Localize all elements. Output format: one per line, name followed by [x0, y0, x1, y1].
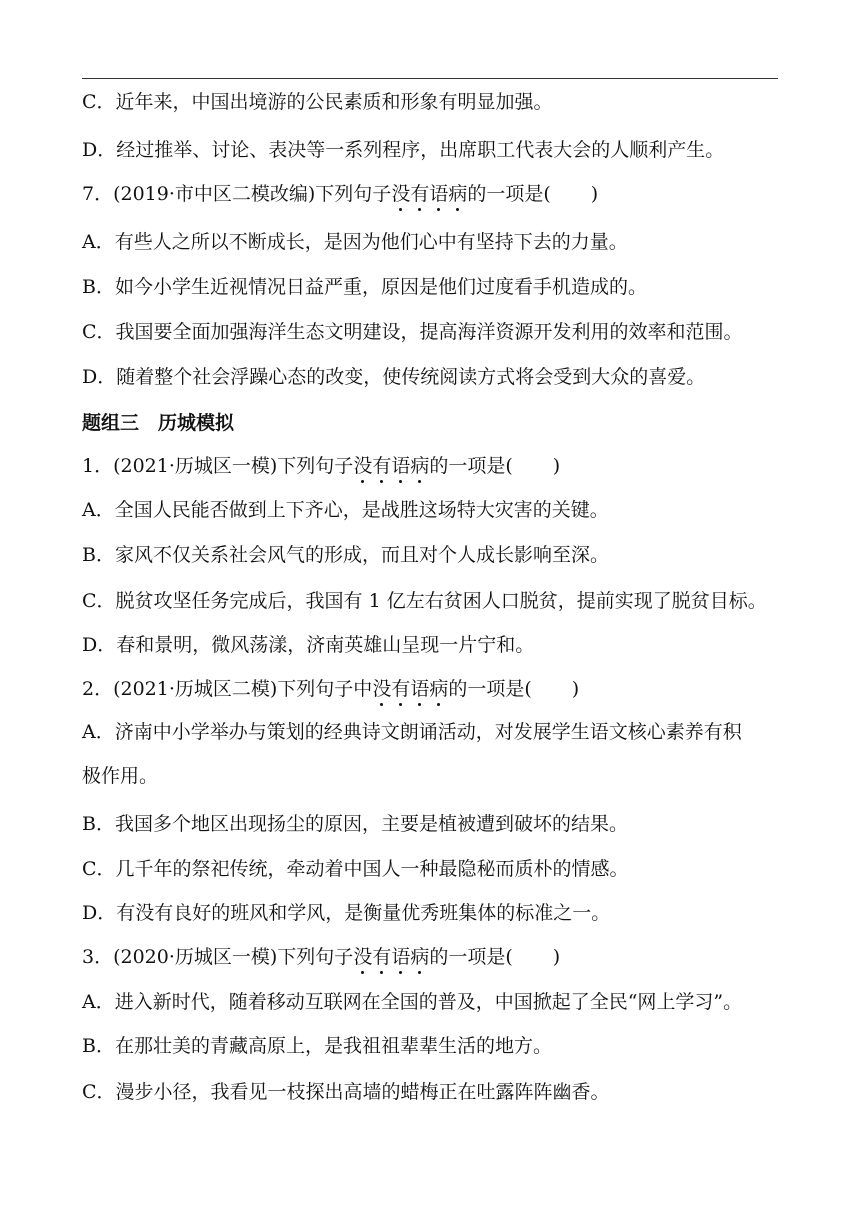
question-stem	[82, 182, 782, 206]
option-line: C．我国要全面加强海洋生态文明建设，提高海洋资源开发利用的效率和范围。	[82, 321, 743, 343]
question-stem-tail: 的一项是(	[429, 455, 513, 477]
option-line: 极作用。	[82, 765, 159, 787]
emphasis-char: 有	[410, 183, 430, 205]
option-line: D．春和景明，微风荡漾，济南英雄山呈现一片宁和。	[82, 634, 535, 656]
option-line: C．近年来，中国出境游的公民素质和形象有明显加强。	[82, 91, 553, 113]
option-line: A．济南中小学举办与策划的经典诗文朗诵活动，对发展学生语文核心素养有积	[82, 721, 742, 743]
question-stem-text: 7．(2019·市中区二模改编)下列句子	[82, 183, 392, 205]
option-line: D．随着整个社会浮躁心态的改变，使传统阅读方式将会受到大众的喜爱。	[82, 366, 706, 388]
option-line: B．家风不仅关系社会风气的形成，而且对个人成长影响至深。	[82, 544, 609, 566]
emphasis-char: 语	[410, 678, 430, 700]
answer-blank-close: )	[590, 183, 599, 205]
emphasis-char: 病	[410, 946, 430, 968]
emphasis-char: 病	[429, 678, 449, 700]
option-line: A．全国人民能否做到上下齐心，是战胜这场特大灾害的关键。	[82, 499, 609, 521]
answer-blank-close: )	[552, 455, 561, 477]
emphasis-char: 语	[429, 183, 449, 205]
emphasis-char: 语	[391, 946, 411, 968]
answer-blank-close: )	[571, 678, 580, 700]
question-stem-text: 2．(2021·历城区二模)下列句子中	[82, 678, 373, 700]
emphasis-char: 没	[353, 946, 373, 968]
emphasis-char: 有	[372, 455, 392, 477]
emphasis-char: 有	[391, 678, 411, 700]
option-line: C．脱贫攻坚任务完成后，我国有 1 亿左右贫困人口脱贫，提前实现了脱贫目标。	[82, 590, 767, 612]
emphasis-char: 病	[448, 183, 468, 205]
question-stem-tail: 的一项是(	[429, 946, 513, 968]
question-stem-tail: 的一项是(	[467, 183, 551, 205]
section-heading: 题组三 历城模拟	[82, 412, 235, 434]
emphasis-char: 有	[372, 946, 392, 968]
header-rule	[82, 78, 778, 79]
question-stem-tail: 的一项是(	[448, 678, 532, 700]
option-line: D．有没有良好的班风和学风，是衡量优秀班集体的标准之一。	[82, 902, 611, 924]
question-stem	[82, 454, 782, 478]
emphasis-char: 没	[353, 455, 373, 477]
option-line: B．如今小学生近视情况日益严重，原因是他们过度看手机造成的。	[82, 276, 647, 298]
option-line: C．漫步小径，我看见一枝探出高墙的蜡梅正在吐露阵阵幽香。	[82, 1081, 610, 1103]
option-line: C．几千年的祭祀传统，牵动着中国人一种最隐秘而质朴的情感。	[82, 858, 629, 880]
emphasis-char: 语	[391, 455, 411, 477]
question-stem-text: 1．(2021·历城区一模)下列句子	[82, 455, 354, 477]
question-stem	[82, 945, 782, 969]
option-line: D．经过推举、讨论、表决等一系列程序，出席职工代表大会的人顺利产生。	[82, 139, 725, 161]
emphasis-char: 没	[372, 678, 392, 700]
option-line: A．进入新时代，随着移动互联网在全国的普及，中国掀起了全民“网上学习”。	[82, 991, 743, 1013]
option-line: B．我国多个地区出现扬尘的原因，主要是植被遭到破坏的结果。	[82, 813, 628, 835]
emphasis-char: 病	[410, 455, 430, 477]
answer-blank-close: )	[552, 946, 561, 968]
emphasis-char: 没	[391, 183, 411, 205]
option-line: A．有些人之所以不断成长，是因为他们心中有坚持下去的力量。	[82, 231, 628, 253]
option-line: B．在那壮美的青藏高原上，是我祖祖辈辈生活的地方。	[82, 1035, 552, 1057]
question-stem	[82, 677, 782, 701]
question-stem-text: 3．(2020·历城区一模)下列句子	[82, 946, 354, 968]
